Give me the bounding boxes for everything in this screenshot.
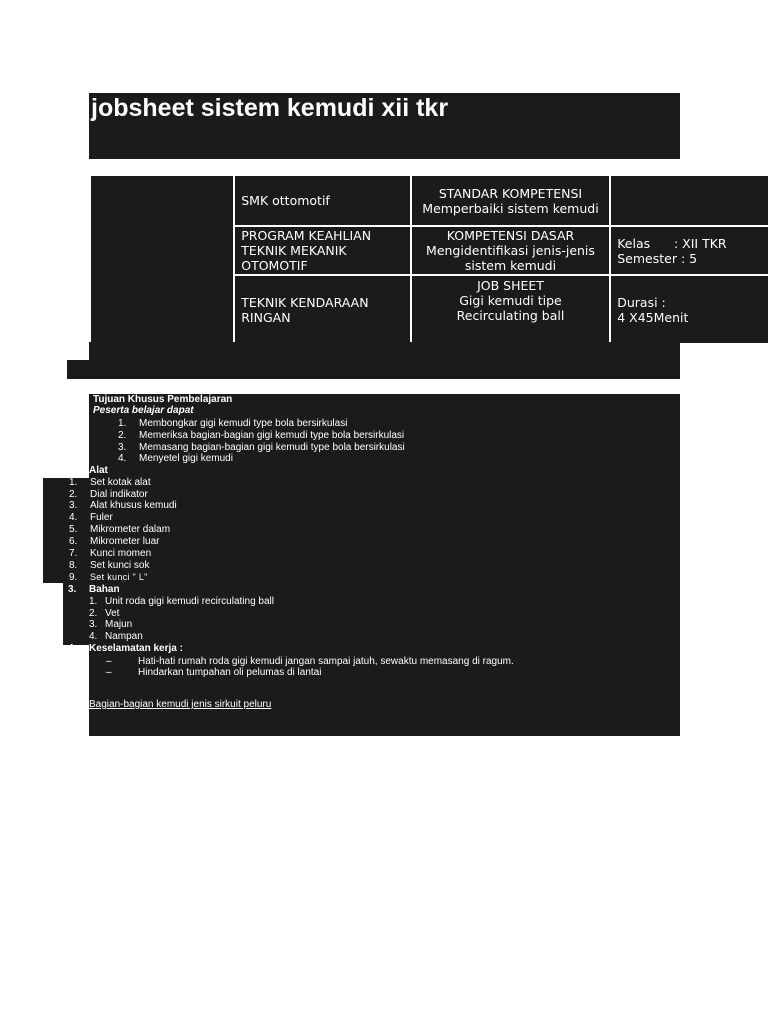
item-number: 8. — [69, 560, 78, 571]
logo-cell — [90, 175, 234, 344]
item-number: 4. — [69, 512, 78, 523]
jobsheet-line2: Recirculating ball — [456, 308, 565, 323]
list-item — [69, 560, 149, 572]
item-number: 7. — [69, 548, 78, 559]
kd-value-line1: Mengidentifikasi jenis-jenis — [426, 243, 595, 258]
section-number: 2. — [68, 465, 77, 476]
section-title: Keselamatan kerja : — [89, 643, 183, 654]
jobsheet-label: JOB SHEET — [477, 278, 544, 293]
school-name: SMK ottomotif — [241, 193, 330, 208]
item-number: 4. — [118, 453, 127, 464]
item-text: Majun — [105, 619, 133, 630]
empty-cell — [610, 175, 768, 226]
item-bullet: – — [106, 656, 112, 667]
item-text: Set kunci sok — [90, 560, 150, 571]
list-item — [118, 430, 404, 442]
list-item — [69, 536, 159, 548]
item-text: Kunci momen — [90, 548, 152, 559]
item-text: Unit roda gigi kemudi recirculating ball — [105, 596, 274, 607]
kelas-text: Kelas : XII TKR — [617, 235, 727, 251]
item-number: 1. — [69, 477, 78, 488]
standar-cell — [411, 175, 611, 226]
item-text: Memeriksa bagian-bagian gigi kemudi type bola bersirkulasi — [139, 430, 405, 441]
kelas-cell — [610, 226, 768, 275]
item-number: 6. — [69, 536, 78, 547]
document-title: jobsheet sistem kemudi xii tkr — [91, 94, 449, 122]
teknik-cell — [234, 275, 411, 344]
durasi-value: 4 X45Menit — [617, 309, 689, 325]
semester-text: Semester : 5 — [617, 250, 698, 266]
section-title: Tujuan Khusus Pembelajaran — [93, 394, 233, 405]
item-number: 2. — [118, 430, 127, 441]
dark-band — [67, 360, 680, 379]
list-item — [118, 418, 347, 430]
list-item — [89, 596, 274, 608]
item-text: Vet — [105, 608, 120, 619]
item-number: 1. — [118, 418, 127, 429]
durasi-cell — [610, 275, 768, 344]
school-cell — [234, 175, 411, 226]
standar-label: STANDAR KOMPETENSI — [438, 185, 583, 201]
section-number: 1. — [72, 394, 81, 405]
program-line1: PROGRAM KEAHLIAN — [241, 228, 372, 243]
program-line3: OTOMOTIF — [241, 258, 308, 273]
section-title: Bahan — [89, 584, 120, 595]
item-number: 2. — [69, 489, 78, 500]
list-item — [69, 477, 151, 489]
section-number: 3. — [68, 584, 77, 595]
item-number: 3. — [89, 619, 98, 630]
list-item — [106, 667, 321, 679]
item-number: 3. — [69, 500, 78, 511]
standar-value: Memperbaiki sistem kemudi — [422, 200, 599, 216]
item-number: 1. — [89, 596, 98, 607]
item-text: Nampan — [105, 631, 143, 642]
list-item — [69, 512, 113, 524]
list-item — [89, 619, 132, 631]
section-1-subtitle: Peserta belajar dapat — [93, 405, 194, 416]
kd-label: KOMPETENSI DASAR — [446, 228, 575, 243]
program-line2: TEKNIK MEKANIK — [241, 243, 347, 258]
item-text: Mikrometer dalam — [90, 524, 171, 535]
item-text: Mikrometer luar — [90, 536, 160, 547]
durasi-label: Durasi : — [617, 294, 666, 310]
section-4-heading — [68, 643, 183, 655]
header-table — [89, 174, 768, 345]
jobsheet-line1: Gigi kemudi tipe — [459, 293, 562, 308]
item-text: Membongkar gigi kemudi type bola bersirkulasi — [139, 418, 348, 429]
jobsheet-cell — [411, 275, 611, 344]
kd-cell — [411, 226, 611, 275]
program-cell — [234, 226, 411, 275]
teknik-line2: RINGAN — [241, 309, 291, 325]
item-text: Set kunci " L" — [90, 572, 148, 582]
list-item — [69, 548, 151, 560]
item-text: Hindarkan tumpahan oli pelumas di lantai — [138, 667, 322, 678]
item-number: 5. — [69, 524, 78, 535]
list-item — [69, 524, 170, 536]
dark-band — [89, 342, 680, 360]
section-2-heading — [68, 465, 108, 477]
section-3-heading — [68, 584, 120, 596]
item-text: Menyetel gigi kemudi — [139, 453, 233, 464]
item-bullet: – — [106, 667, 112, 678]
list-item — [118, 453, 233, 465]
section-title: Alat — [89, 465, 108, 476]
teknik-line1: TEKNIK KENDARAAN — [241, 294, 369, 310]
list-item — [89, 631, 143, 643]
item-text: Memasang bagian-bagian gigi kemudi type bola bersirkulasi — [139, 442, 405, 453]
steering-parts-link[interactable]: Bagian-bagian kemudi jenis sirkuit peluru — [89, 699, 272, 710]
item-number: 9. — [69, 572, 78, 583]
item-text: Dial indikator — [90, 489, 148, 500]
item-text: Alat khusus kemudi — [90, 500, 177, 511]
item-text: Fuler — [90, 512, 113, 523]
list-item — [69, 500, 177, 512]
item-number: 4. — [89, 631, 98, 642]
kd-value-line2: sistem kemudi — [464, 258, 557, 273]
item-number: 2. — [89, 608, 98, 619]
item-text: Hati-hati rumah roda gigi kemudi jangan sampai jatuh, sewaktu memasang di ragum. — [138, 656, 514, 667]
item-text: Set kotak alat — [90, 477, 151, 488]
list-item — [69, 572, 148, 584]
section-number: 4. — [68, 643, 77, 654]
item-number: 3. — [118, 442, 127, 453]
